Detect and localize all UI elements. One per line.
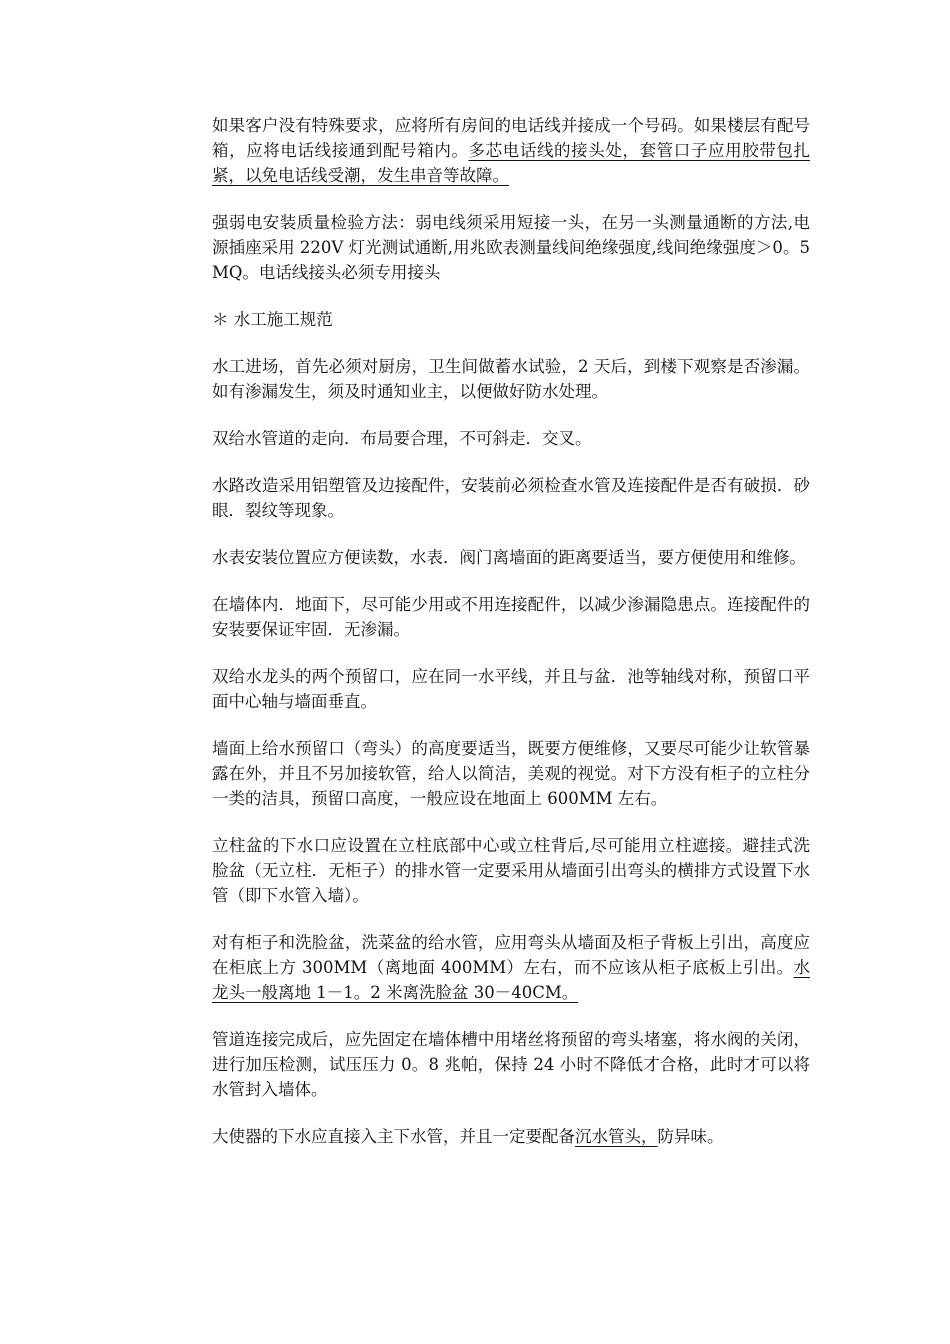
paragraph-water-test [212,354,810,404]
paragraph-text: 水路改造采用铝塑管及边接配件，安装前必须检查水管及连接配件是否有破损．砂眼．裂纹等现象。 [212,476,810,520]
paragraph-faucet-outlets [212,664,810,714]
paragraph-pressure-test [212,1027,810,1102]
underlined-text: 沉水管头， [575,1127,658,1146]
underlined-text: 水龙头一般离地 1－1。2 米离洗脸盆 30－40CM。 [212,958,810,1002]
underlined-text: 多芯电话线的接头处，套管口子应用胶带包扎紧，以免电话线受潮，发生串音等故障。 [212,141,811,185]
paragraph-text: 大使器的下水应直接入主下水管，并且一定要配备 [212,1127,575,1146]
paragraph-quality-inspection [212,210,810,285]
paragraph-text: 管道连接完成后，应先固定在墙体槽中用堵丝将预留的弯头堵塞，将水阀的关闭，进行加压检测，试压压力 0。8 兆帕，保持 24 小时不降低才合格，此时才可以将水管封入墙体。 [212,1030,810,1099]
document-page [212,113,810,1171]
paragraph-pipe-material [212,473,810,523]
paragraph-outlet-height [212,736,810,811]
paragraph-phone-wiring [212,113,810,188]
paragraph-text-after: 防异味。 [657,1127,724,1146]
paragraph-toilet-drain [212,1124,810,1149]
paragraph-meter-install [212,545,810,570]
section-heading-text: ＊ 水工施工规范 [212,310,333,329]
paragraph-fittings [212,592,810,642]
paragraph-text: 在墙体内．地面下，尽可能少用或不用连接配件，以减少渗漏隐患点。连接配件的安装要保证牢固．无渗漏。 [212,595,810,639]
paragraph-text: 水表安装位置应方便读数，水表．阀门离墙面的距离要适当，要方便使用和维修。 [212,548,806,567]
section-heading-plumbing [212,307,810,332]
paragraph-text: 立柱盆的下水口应设置在立柱底部中心或立柱背后,尽可能用立柱遮接。避挂式洗脸盆（无立柱．无柜子）的排水管一定要采用从墙面引出弯头的横排方式设置下水管（即下水管入墙）。 [212,836,810,905]
paragraph-text: 墙面上给水预留口（弯头）的高度要适当，既要方便维修，又要尽可能少让软管暴露在外，并且不另加接软管，给人以简洁，美观的视觉。对下方没有柜子的立柱分一类的洁具，预留口高度，一般应设在地面上 600MM 左右。 [212,739,810,808]
paragraph-basin-drain [212,833,810,908]
paragraph-text: 强弱电安装质量检验方法：弱电线须采用短接一头，在另一头测量通断的方法,电源插座采用 220V 灯光测试通断,用兆欧表测量线间绝缘强度,线间绝缘强度＞0。5MQ。电话线接头必须专用接头 [212,213,810,282]
paragraph-text: 对有柜子和洗脸盆，洗菜盆的给水管，应用弯头从墙面及柜子背板上引出，高度应在柜底上方 300MM（离地面 400MM）左右，而不应该从柜子底板上引出。 [212,933,810,977]
paragraph-text: 双给水管道的走向．布局要合理，不可斜走．交叉。 [212,429,592,448]
paragraph-text: 水工进场，首先必须对厨房，卫生间做蓄水试验，2 天后，到楼下观察是否渗漏。如有渗漏发生，须及时通知业主，以便做好防水处理。 [212,357,810,401]
paragraph-text: 双给水龙头的两个预留口，应在同一水平线，并且与盆．池等轴线对称，预留口平面中心轴与墙面垂直。 [212,667,810,711]
paragraph-pipe-layout [212,426,810,451]
paragraph-text: 如果客户没有特殊要求，应将所有房间的电话线并接成一个号码。如果楼层有配号箱，应将电话线接通到配号箱内。 [212,116,810,160]
paragraph-cabinet-supply [212,930,810,1005]
